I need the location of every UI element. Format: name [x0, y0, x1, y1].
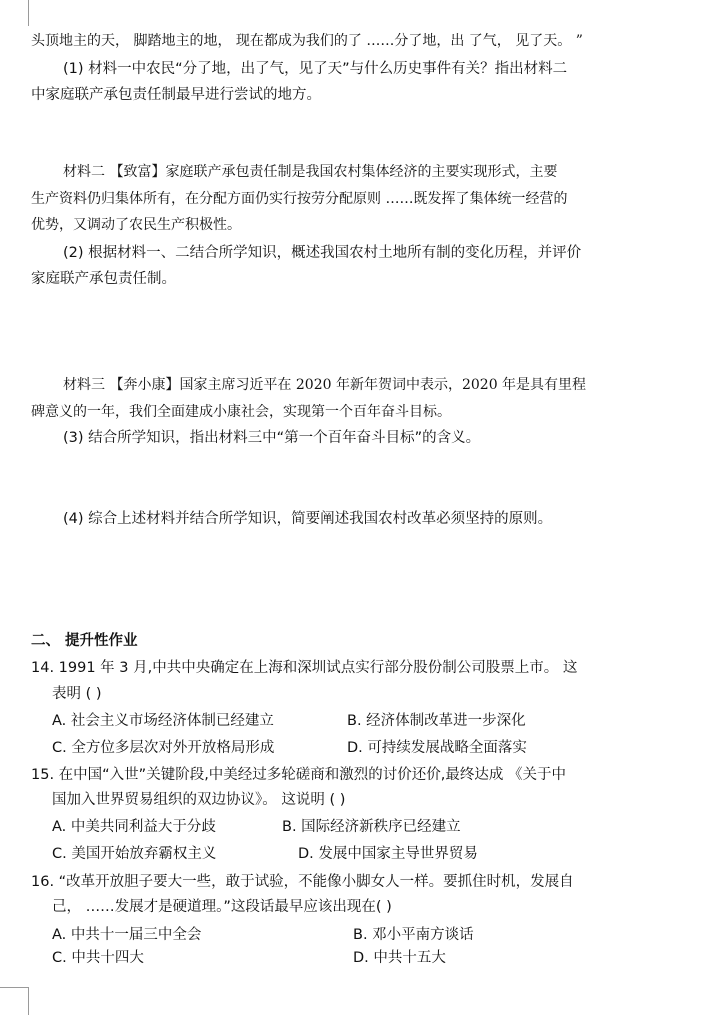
material-two-line-3: 优势，又调动了农民生产积极性。 [31, 217, 241, 233]
material-three-line-2: 碑意义的一年，我们全面建成小康社会，实现第一个百年奋斗目标。 [31, 404, 451, 420]
question-14-line-1: 14. 1991 年 3 月,中共中央确定在上海和深圳试点实行部分股份制公司股票上市。 这 [31, 660, 578, 676]
question-15-option-d: D. 发展中国家主导世界贸易 [298, 846, 478, 862]
question-2-line-2: 家庭联产承包责任制。 [31, 271, 176, 287]
question-3: (3) 结合所学知识，指出材料三中“第一个百年奋斗目标”的含义。 [63, 430, 481, 446]
question-14-option-a: A. 社会主义市场经济体制已经建立 [52, 713, 274, 729]
question-16-option-c: C. 中共十四大 [52, 950, 144, 966]
section-heading: 二、 提升性作业 [31, 633, 138, 649]
question-14-option-c: C. 全方位多层次对外开放格局形成 [52, 740, 275, 756]
question-16-line-1: 16. “改革开放胆子要大一些，敢于试验，不能像小脚女人一样。要抓住时机，发展自 [31, 874, 574, 890]
question-16-option-a: A. 中共十一届三中全会 [52, 927, 202, 943]
material-one-quote-end: 头顶地主的天， 脚踏地主的地， 现在都成为我们的了 ……分了地，出 了气， 见了天。 ” [31, 33, 583, 49]
question-15-line-1: 15. 在中国“入世”关键阶段,中美经过多轮磋商和激烈的讨价还价,最终达成 《关于中 [31, 767, 567, 783]
question-1-line-2: 中家庭联产承包责任制最早进行尝试的地方。 [31, 87, 321, 103]
question-1-line-1: (1) 材料一中农民“分了地，出了气，见了天”与什么历史事件有关？指出材料二 [63, 61, 568, 77]
question-15-option-c: C. 美国开始放弃霸权主义 [52, 846, 217, 862]
question-15-option-b: B. 国际经济新秩序已经建立 [282, 819, 461, 835]
material-two-line-2: 生产资料仍归集体所有，在分配方面仍实行按劳分配原则 ……既发挥了集体统一经营的 [31, 191, 568, 207]
question-16-option-d: D. 中共十五大 [353, 950, 446, 966]
material-two-line-1: 材料二 【致富】家庭联产承包责任制是我国农村集体经济的主要实现形式，主要 [63, 164, 558, 180]
material-three-line-1: 材料三 【奔小康】国家主席习近平在 2020 年新年贺词中表示，2020 年是具有里程 [63, 377, 587, 393]
question-14-line-2: 表明 ( ) [52, 686, 102, 702]
question-14-option-d: D. 可持续发展战略全面落实 [347, 740, 527, 756]
question-14-option-b: B. 经济体制改革进一步深化 [347, 713, 526, 729]
question-16-option-b: B. 邓小平南方谈话 [353, 927, 474, 943]
question-4: (4) 综合上述材料并结合所学知识，简要阐述我国农村改革必须坚持的原则。 [63, 511, 553, 527]
question-15-line-2: 国加入世界贸易组织的双边协议》。 这说明 ( ) [52, 792, 346, 808]
question-2-line-1: (2) 根据材料一、二结合所学知识，概述我国农村土地所有制的变化历程，并评价 [63, 245, 582, 261]
question-15-option-a: A. 中美共同利益大于分歧 [52, 819, 216, 835]
question-16-line-2: 己， ……发展才是硬道理。”这段话最早应该出现在( ) [52, 899, 392, 915]
